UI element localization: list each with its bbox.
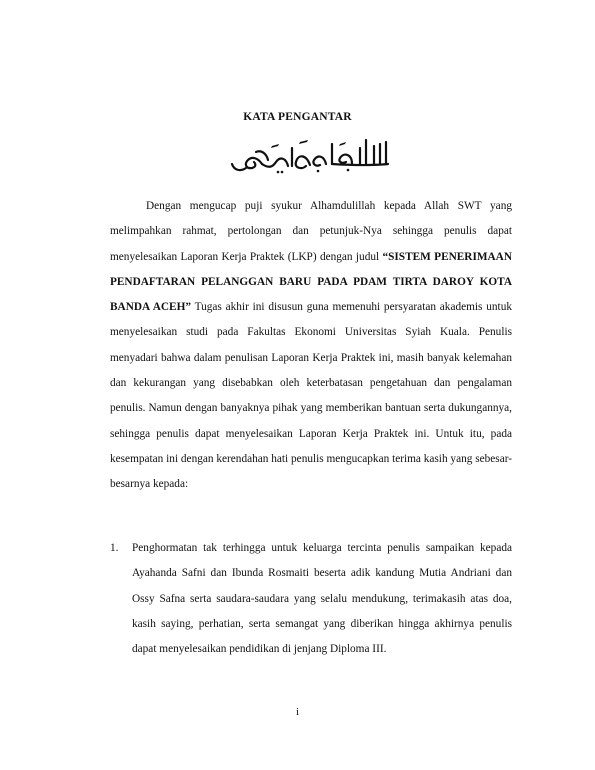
page-title: KATA PENGANTAR bbox=[243, 111, 352, 123]
thanks-list bbox=[110, 536, 512, 662]
list-item-text: Penghormatan tak terhingga untuk keluarga tercinta penulis sampaikan kepada Ayahanda Safni dan Ibunda Rosmaiti beserta adik kandung Mutia Andriani dan Ossy Safna serta saudara-saudara yang selalu mendukung, terimakasih atas doa, kasih saying, perhatian, serta semangat yang diberikan hingga akhirnya penulis dapat menyelesaikan pendidikan di jenjang Diploma III. bbox=[132, 542, 512, 656]
list-item bbox=[110, 536, 512, 662]
intro-paragraph bbox=[110, 194, 512, 498]
page-number: i bbox=[295, 706, 300, 718]
list-item-number: 1. bbox=[110, 542, 119, 554]
paragraph-text-2: Tugas akhir ini disusun guna memenuhi persyaratan akademis untuk menyelesaikan studi pada Fakultas Ekonomi Universitas Syiah Kuala. Penulis menyadari bahwa dalam penulisan Laporan Kerja Praktek ini, masih banyak kelemahan dan kekurangan yang disebabkan oleh keterbatasan pengetahuan dan pengalaman penulis. Namun dengan banyaknya pihak yang memberikan bantuan serta dukungannya, sehingga penulis dapat menyelesaikan Laporan Kerja Praktek ini. Untuk itu, pada kesempatan ini dengan kerendahan hati penulis mengucapkan terima kasih yang sebesar-besarnya kepada: bbox=[110, 301, 512, 491]
paragraph-text-1: Dengan mengucap puji syukur Alhamdulillah kepada Allah SWT yang melimpahkan rahmat, pertolongan dan petunjuk-Nya sehingga penulis dapat menyelesaikan Laporan Kerja Praktek (LKP) dengan judul bbox=[110, 200, 512, 263]
basmalah-calligraphy bbox=[228, 134, 392, 176]
report-title-bold: “SISTEM PENERIMAAN PENDAFTARAN PELANGGAN BARU PADA PDAM TIRTA DAROY KOTA BANDA ACEH” bbox=[110, 250, 512, 314]
